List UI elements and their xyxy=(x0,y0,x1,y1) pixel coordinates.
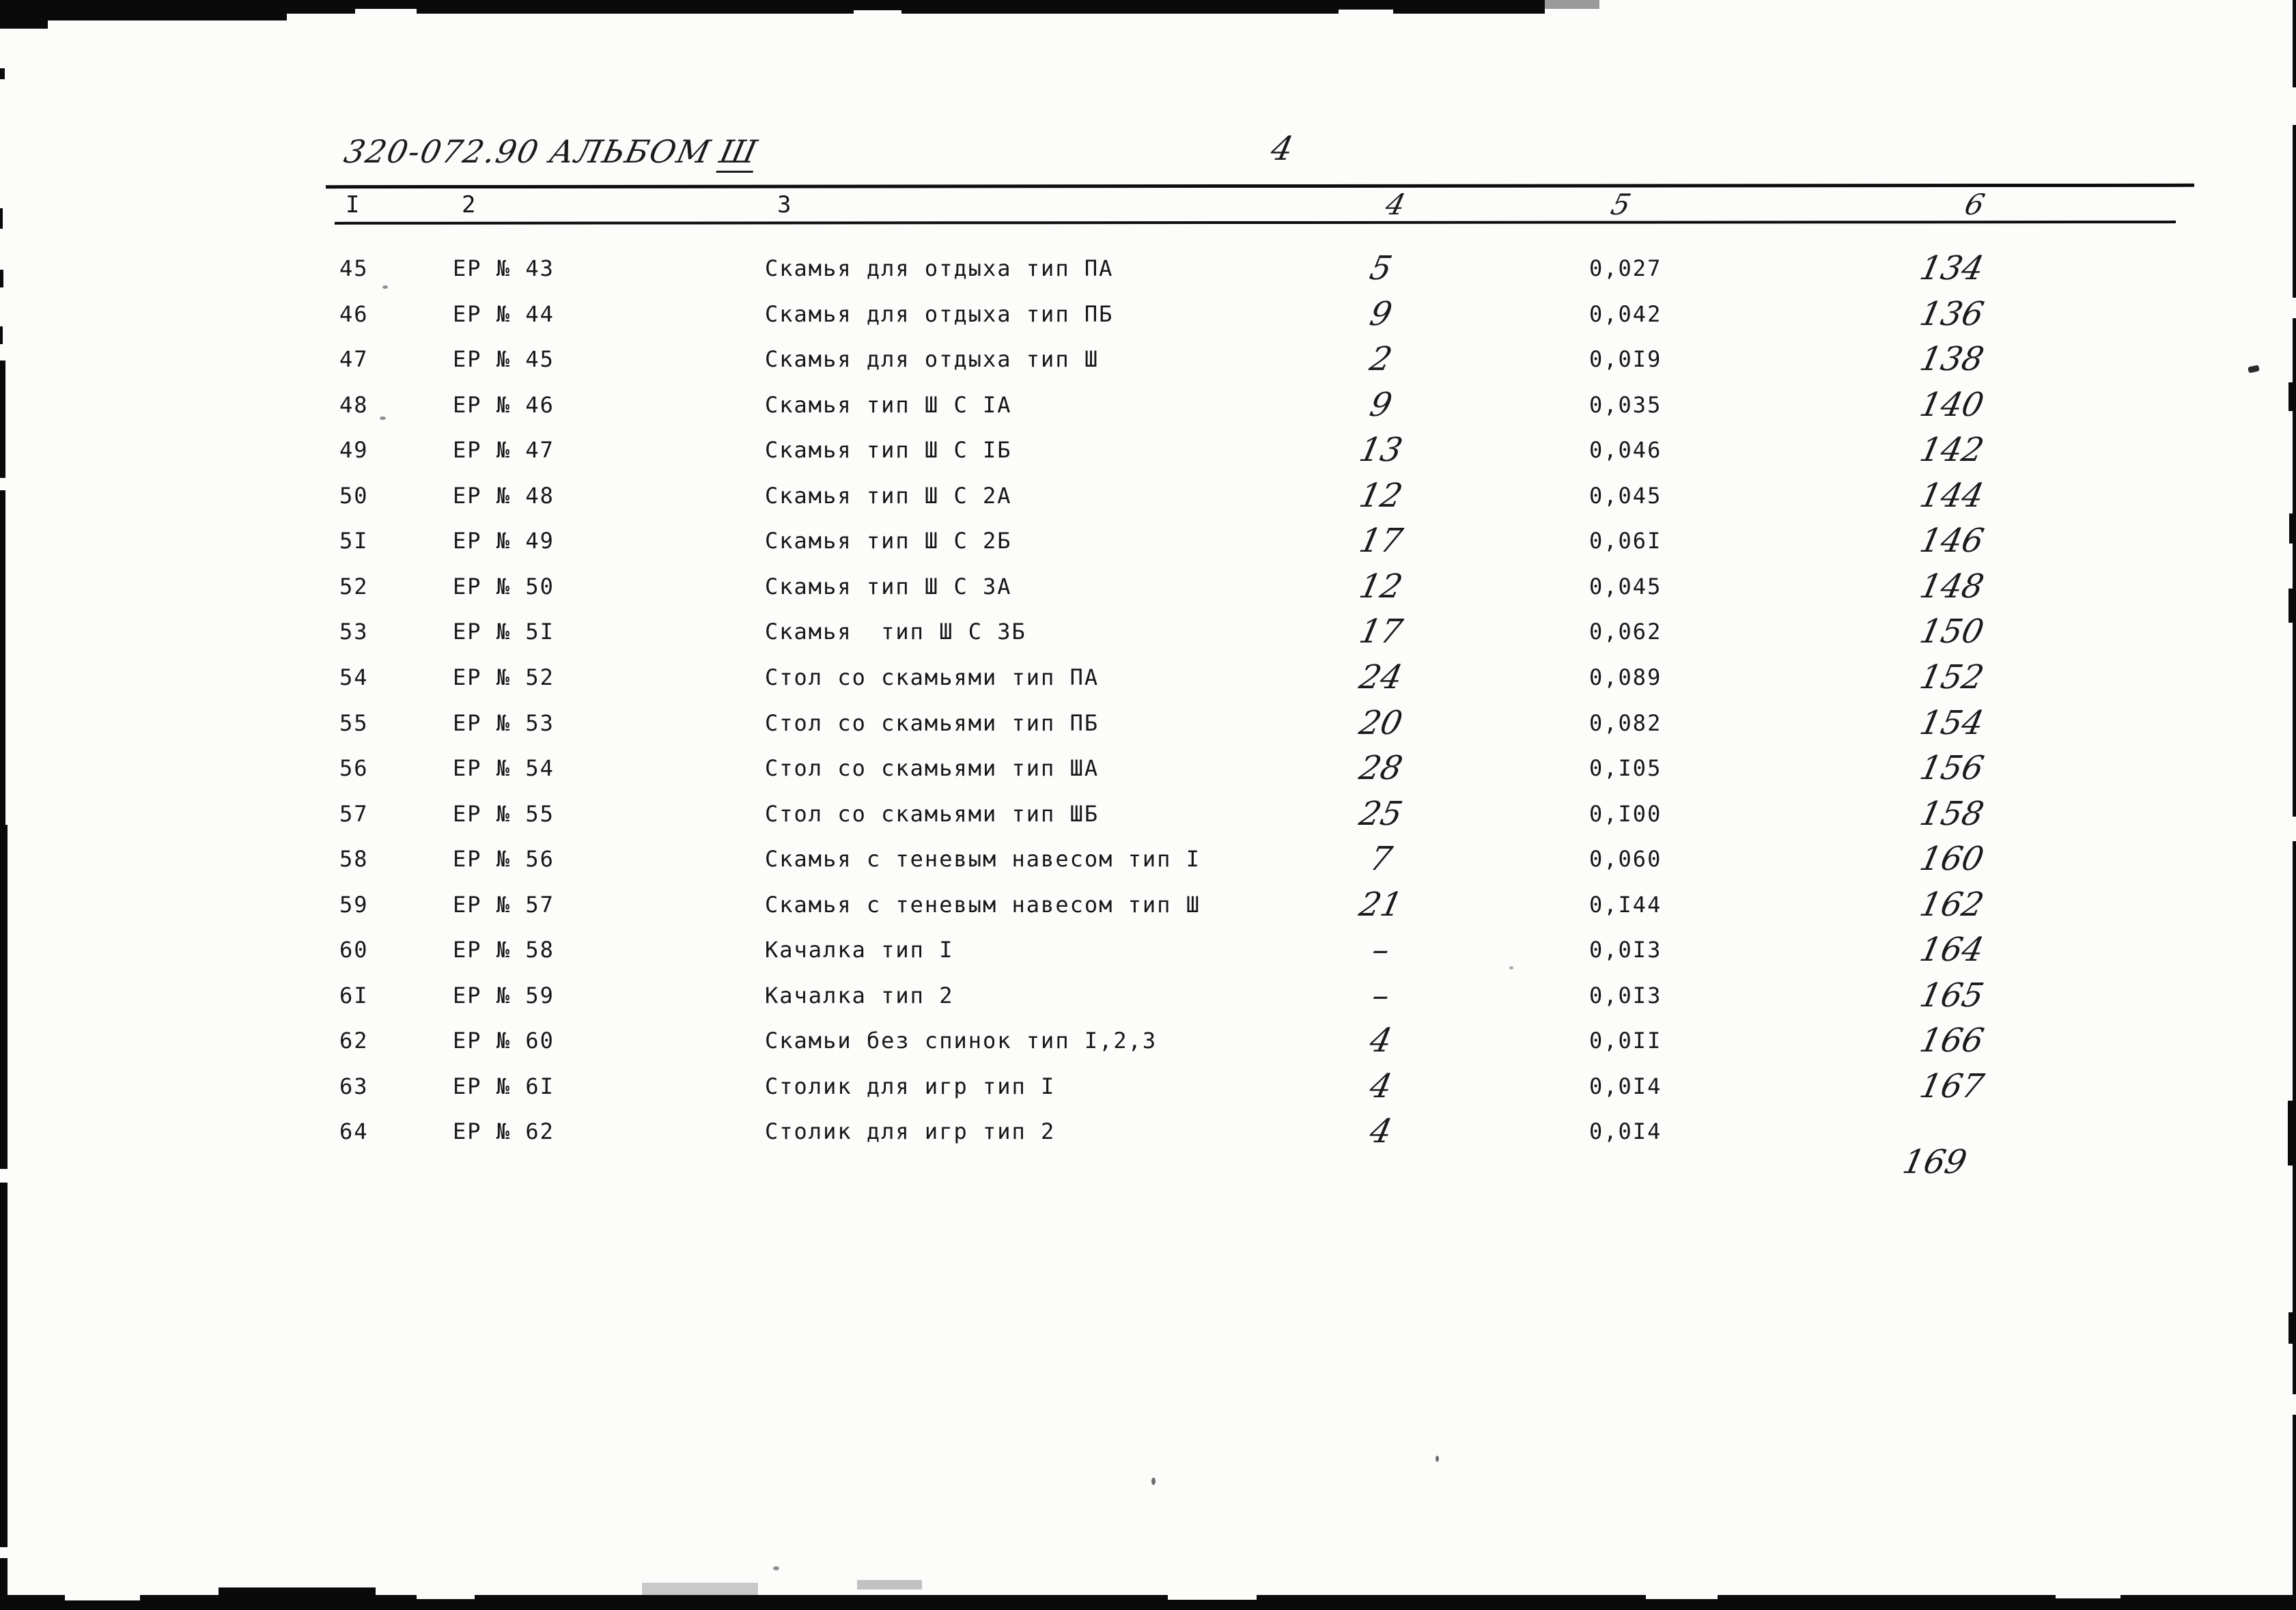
scan-artifact-bottom-strip xyxy=(0,1595,2296,1610)
cell-name: Скамья для отдыха тип ПБ xyxy=(765,301,1114,327)
cell-page: 158 xyxy=(1916,795,1987,833)
scan-artifact-left-dot xyxy=(0,68,5,79)
cell-page: 144 xyxy=(1916,477,1987,515)
table-row xyxy=(0,751,2296,785)
table-row xyxy=(0,978,2296,1013)
cell-qty: 5 xyxy=(1366,249,1396,287)
scan-artifact-right-blob-4 xyxy=(2288,1101,2296,1166)
cell-page: 148 xyxy=(1916,567,1987,606)
scan-speck-3 xyxy=(1151,1478,1156,1485)
cell-page: 166 xyxy=(1916,1021,1987,1060)
cell-name: Скамья тип Ш С 3А xyxy=(765,574,1012,599)
scan-artifact-left-gap-3 xyxy=(0,1547,8,1558)
scan-artifact-bottom-notch-5 xyxy=(2056,1595,2120,1598)
cell-qty: 12 xyxy=(1356,477,1406,515)
cell-coef: 0,045 xyxy=(1589,483,1662,509)
scan-speck-5 xyxy=(773,1566,779,1570)
cell-coef: 0,06I xyxy=(1589,528,1662,554)
cell-code: ЕР № 59 xyxy=(453,983,555,1008)
cell-code: ЕР № 44 xyxy=(453,301,555,327)
scan-artifact-top-corner xyxy=(0,0,48,29)
cell-name: Скамья тип Ш С IБ xyxy=(765,437,1012,463)
scan-artifact-bottom-bump xyxy=(219,1587,376,1597)
scan-artifact-right-blob-2 xyxy=(2289,513,2296,543)
scan-artifact-bottom-notch-2 xyxy=(417,1595,475,1599)
cell-page: 169 xyxy=(1899,1143,1970,1181)
table-row xyxy=(0,1023,2296,1058)
table-top-rule xyxy=(326,184,2194,188)
cell-coef: 0,046 xyxy=(1589,437,1662,463)
cell-code: ЕР № 48 xyxy=(453,483,555,509)
cell-coef: 0,0I9 xyxy=(1589,346,1662,372)
cell-num: 57 xyxy=(339,801,369,827)
cell-coef: 0,045 xyxy=(1589,574,1662,599)
cell-code: ЕР № 53 xyxy=(453,710,555,736)
cell-name: Скамья с теневым навесом тип I xyxy=(765,846,1201,872)
cell-qty: 12 xyxy=(1356,567,1406,606)
table-row xyxy=(0,342,2296,376)
table-row xyxy=(0,842,2296,876)
table-row xyxy=(0,933,2296,967)
column-header-6: 6 xyxy=(1961,188,1988,221)
scan-artifact-left-gap-2 xyxy=(0,1169,8,1183)
cell-num: 49 xyxy=(339,437,369,463)
cell-page: 150 xyxy=(1916,612,1987,651)
cell-page: 162 xyxy=(1916,886,1987,924)
scan-artifact-right-gap-3 xyxy=(2292,817,2296,841)
cell-qty: 25 xyxy=(1356,795,1406,833)
cell-name: Столик для игр тип I xyxy=(765,1073,1056,1099)
cell-page: 156 xyxy=(1916,749,1987,787)
cell-qty: 17 xyxy=(1356,612,1406,651)
scan-artifact-left-strip-upper xyxy=(0,361,5,825)
document-code-text: 320-072.90 АЛЬБОМ xyxy=(341,133,715,170)
cell-name: Качалка тип I xyxy=(765,937,954,963)
table-row xyxy=(0,251,2296,285)
scan-artifact-bottom-gray-1 xyxy=(642,1583,758,1595)
cell-num: 54 xyxy=(339,664,369,690)
column-header-1: I xyxy=(346,191,361,218)
cell-num: 50 xyxy=(339,483,369,509)
cell-coef: 0,I00 xyxy=(1589,801,1662,827)
cell-coef: 0,060 xyxy=(1589,846,1662,872)
table-row xyxy=(0,660,2296,694)
cell-qty: – xyxy=(1369,976,1393,1015)
table-row xyxy=(0,479,2296,513)
cell-coef: 0,0I3 xyxy=(1589,983,1662,1008)
cell-code: ЕР № 50 xyxy=(453,574,555,599)
cell-num: 64 xyxy=(339,1118,369,1144)
scan-artifact-right-blob-5 xyxy=(2288,1312,2296,1344)
cell-code: ЕР № 5I xyxy=(453,619,555,645)
scan-artifact-left-gap-1 xyxy=(0,478,5,490)
cell-code: ЕР № 56 xyxy=(453,846,555,872)
cell-qty: 7 xyxy=(1366,840,1396,878)
cell-qty: 4 xyxy=(1366,1021,1396,1060)
cell-page: 138 xyxy=(1916,340,1987,378)
scan-artifact-left-strip-lower xyxy=(0,825,8,1610)
cell-page: 164 xyxy=(1916,931,1987,969)
cell-code: ЕР № 58 xyxy=(453,937,555,963)
scan-artifact-top-fade xyxy=(1545,0,1599,9)
cell-name: Скамья тип Ш С 2Б xyxy=(765,528,1012,554)
cell-coef: 0,0I4 xyxy=(1589,1073,1662,1099)
cell-num: 48 xyxy=(339,392,369,418)
cell-code: ЕР № 62 xyxy=(453,1118,555,1144)
cell-qty: 17 xyxy=(1356,522,1406,560)
cell-qty: 28 xyxy=(1356,749,1406,787)
cell-name: Стол со скамьями тип ПА xyxy=(765,664,1100,690)
scan-artifact-right-gap-2 xyxy=(2292,298,2296,318)
table-row xyxy=(0,297,2296,331)
cell-num: 63 xyxy=(339,1073,369,1099)
cell-num: 55 xyxy=(339,710,369,736)
scan-artifact-top-notch-1 xyxy=(355,9,417,15)
album-roman-numeral: Ш xyxy=(716,133,761,173)
cell-code: ЕР № 54 xyxy=(453,755,555,781)
cell-page: 140 xyxy=(1916,386,1987,424)
cell-name: Скамья тип Ш С 3Б xyxy=(765,619,1026,645)
table-row xyxy=(0,433,2296,467)
scan-speck-6 xyxy=(1509,966,1513,970)
table-row xyxy=(0,1112,2296,1181)
cell-code: ЕР № 49 xyxy=(453,528,555,554)
table-row xyxy=(0,569,2296,604)
scan-speck-2 xyxy=(380,416,386,420)
cell-num: 46 xyxy=(339,301,369,327)
cell-code: ЕР № 52 xyxy=(453,664,555,690)
cell-code: ЕР № 57 xyxy=(453,892,555,918)
cell-coef: 0,089 xyxy=(1589,664,1662,690)
cell-code: ЕР № 6I xyxy=(453,1073,555,1099)
cell-name: Скамья тип Ш С IА xyxy=(765,392,1012,418)
cell-num: 5I xyxy=(339,528,369,554)
column-header-4: 4 xyxy=(1382,188,1409,221)
scan-artifact-right-blob-1 xyxy=(2288,382,2296,411)
table-header-rule xyxy=(335,221,2176,225)
cell-qty: 9 xyxy=(1366,295,1396,333)
cell-coef: 0,062 xyxy=(1589,619,1662,645)
cell-qty: 2 xyxy=(1366,340,1396,378)
scan-speck-4 xyxy=(1436,1456,1439,1462)
table-row xyxy=(0,612,2296,651)
cell-qty: 20 xyxy=(1356,704,1406,742)
cell-coef: 0,035 xyxy=(1589,392,1662,418)
cell-num: 47 xyxy=(339,346,369,372)
scan-artifact-bottom-notch-3 xyxy=(1168,1595,1257,1600)
cell-page: 142 xyxy=(1916,431,1987,469)
scan-artifact-right-gap-4 xyxy=(2292,1394,2296,1415)
cell-coef: 0,0II xyxy=(1589,1028,1662,1054)
cell-code: ЕР № 55 xyxy=(453,801,555,827)
cell-num: 62 xyxy=(339,1028,369,1054)
cell-coef: 0,I44 xyxy=(1589,892,1662,918)
cell-qty: 13 xyxy=(1356,431,1406,469)
cell-code: ЕР № 60 xyxy=(453,1028,555,1054)
cell-page: 152 xyxy=(1916,658,1987,696)
table-row xyxy=(0,524,2296,558)
scan-artifact-right-line xyxy=(2293,0,2296,1610)
cell-page: 134 xyxy=(1916,249,1987,287)
scan-artifact-left-mark-1 xyxy=(0,208,3,229)
cell-page: 154 xyxy=(1916,704,1987,742)
cell-num: 56 xyxy=(339,755,369,781)
table-row xyxy=(0,1069,2296,1103)
cell-coef: 0,042 xyxy=(1589,301,1662,327)
cell-coef: 0,0I3 xyxy=(1589,937,1662,963)
scan-speck-1 xyxy=(382,285,388,289)
cell-name: Столик для игр тип 2 xyxy=(765,1118,1056,1144)
cell-qty: 4 xyxy=(1366,1067,1396,1105)
cell-name: Скамьи без спинок тип I,2,3 xyxy=(765,1028,1158,1054)
cell-qty: 21 xyxy=(1356,886,1406,924)
table-row xyxy=(0,888,2296,922)
cell-num: 60 xyxy=(339,937,369,963)
cell-coef: 0,0I4 xyxy=(1589,1118,1662,1144)
cell-num: 53 xyxy=(339,619,369,645)
scan-artifact-bottom-notch-4 xyxy=(1646,1595,1718,1599)
page-number: 4 xyxy=(1268,130,1297,168)
cell-coef: 0,082 xyxy=(1589,710,1662,736)
cell-num: 58 xyxy=(339,846,369,872)
cell-name: Скамья для отдыха тип Ш xyxy=(765,346,1100,372)
scan-artifact-top-notch-3 xyxy=(1339,10,1393,15)
column-header-5: 5 xyxy=(1608,188,1634,221)
cell-num: 59 xyxy=(339,892,369,918)
scan-artifact-left-mark-3 xyxy=(0,326,3,344)
table-row xyxy=(0,706,2296,740)
table-row xyxy=(0,797,2296,831)
cell-coef: 0,I05 xyxy=(1589,755,1662,781)
cell-qty: 4 xyxy=(1366,1112,1396,1150)
cell-page: 167 xyxy=(1916,1067,1987,1105)
cell-name: Скамья с теневым навесом тип Ш xyxy=(765,892,1201,918)
cell-page: 146 xyxy=(1916,522,1987,560)
cell-name: Скамья для отдыха тип ПА xyxy=(765,255,1114,281)
scan-artifact-bottom-notch-1 xyxy=(65,1595,140,1600)
column-header-3: 3 xyxy=(777,191,793,218)
cell-num: 45 xyxy=(339,255,369,281)
cell-name: Стол со скамьями тип ША xyxy=(765,755,1100,781)
cell-page: 136 xyxy=(1916,295,1987,333)
scan-artifact-right-blob-3 xyxy=(2288,589,2296,623)
scan-artifact-bottom-gray-2 xyxy=(857,1580,922,1590)
scan-artifact-top-notch-2 xyxy=(854,10,901,15)
cell-qty: 9 xyxy=(1366,386,1396,424)
cell-name: Скамья тип Ш С 2А xyxy=(765,483,1012,509)
scan-artifact-left-mark-2 xyxy=(0,270,3,287)
cell-qty: – xyxy=(1369,931,1393,969)
cell-page: 160 xyxy=(1916,840,1987,878)
cell-name: Стол со скамьями тип ШБ xyxy=(765,801,1100,827)
cell-qty: 24 xyxy=(1356,658,1406,696)
cell-code: ЕР № 43 xyxy=(453,255,555,281)
cell-code: ЕР № 45 xyxy=(453,346,555,372)
cell-coef: 0,027 xyxy=(1589,255,1662,281)
document-code xyxy=(341,131,762,172)
table-row xyxy=(0,388,2296,422)
cell-code: ЕР № 46 xyxy=(453,392,555,418)
scan-artifact-right-gap-1 xyxy=(2292,87,2296,125)
cell-code: ЕР № 47 xyxy=(453,437,555,463)
cell-name: Стол со скамьями тип ПБ xyxy=(765,710,1100,736)
cell-name: Качалка тип 2 xyxy=(765,983,954,1008)
cell-num: 6I xyxy=(339,983,369,1008)
column-header-2: 2 xyxy=(462,191,477,218)
cell-page: 165 xyxy=(1916,976,1987,1015)
cell-num: 52 xyxy=(339,574,369,599)
